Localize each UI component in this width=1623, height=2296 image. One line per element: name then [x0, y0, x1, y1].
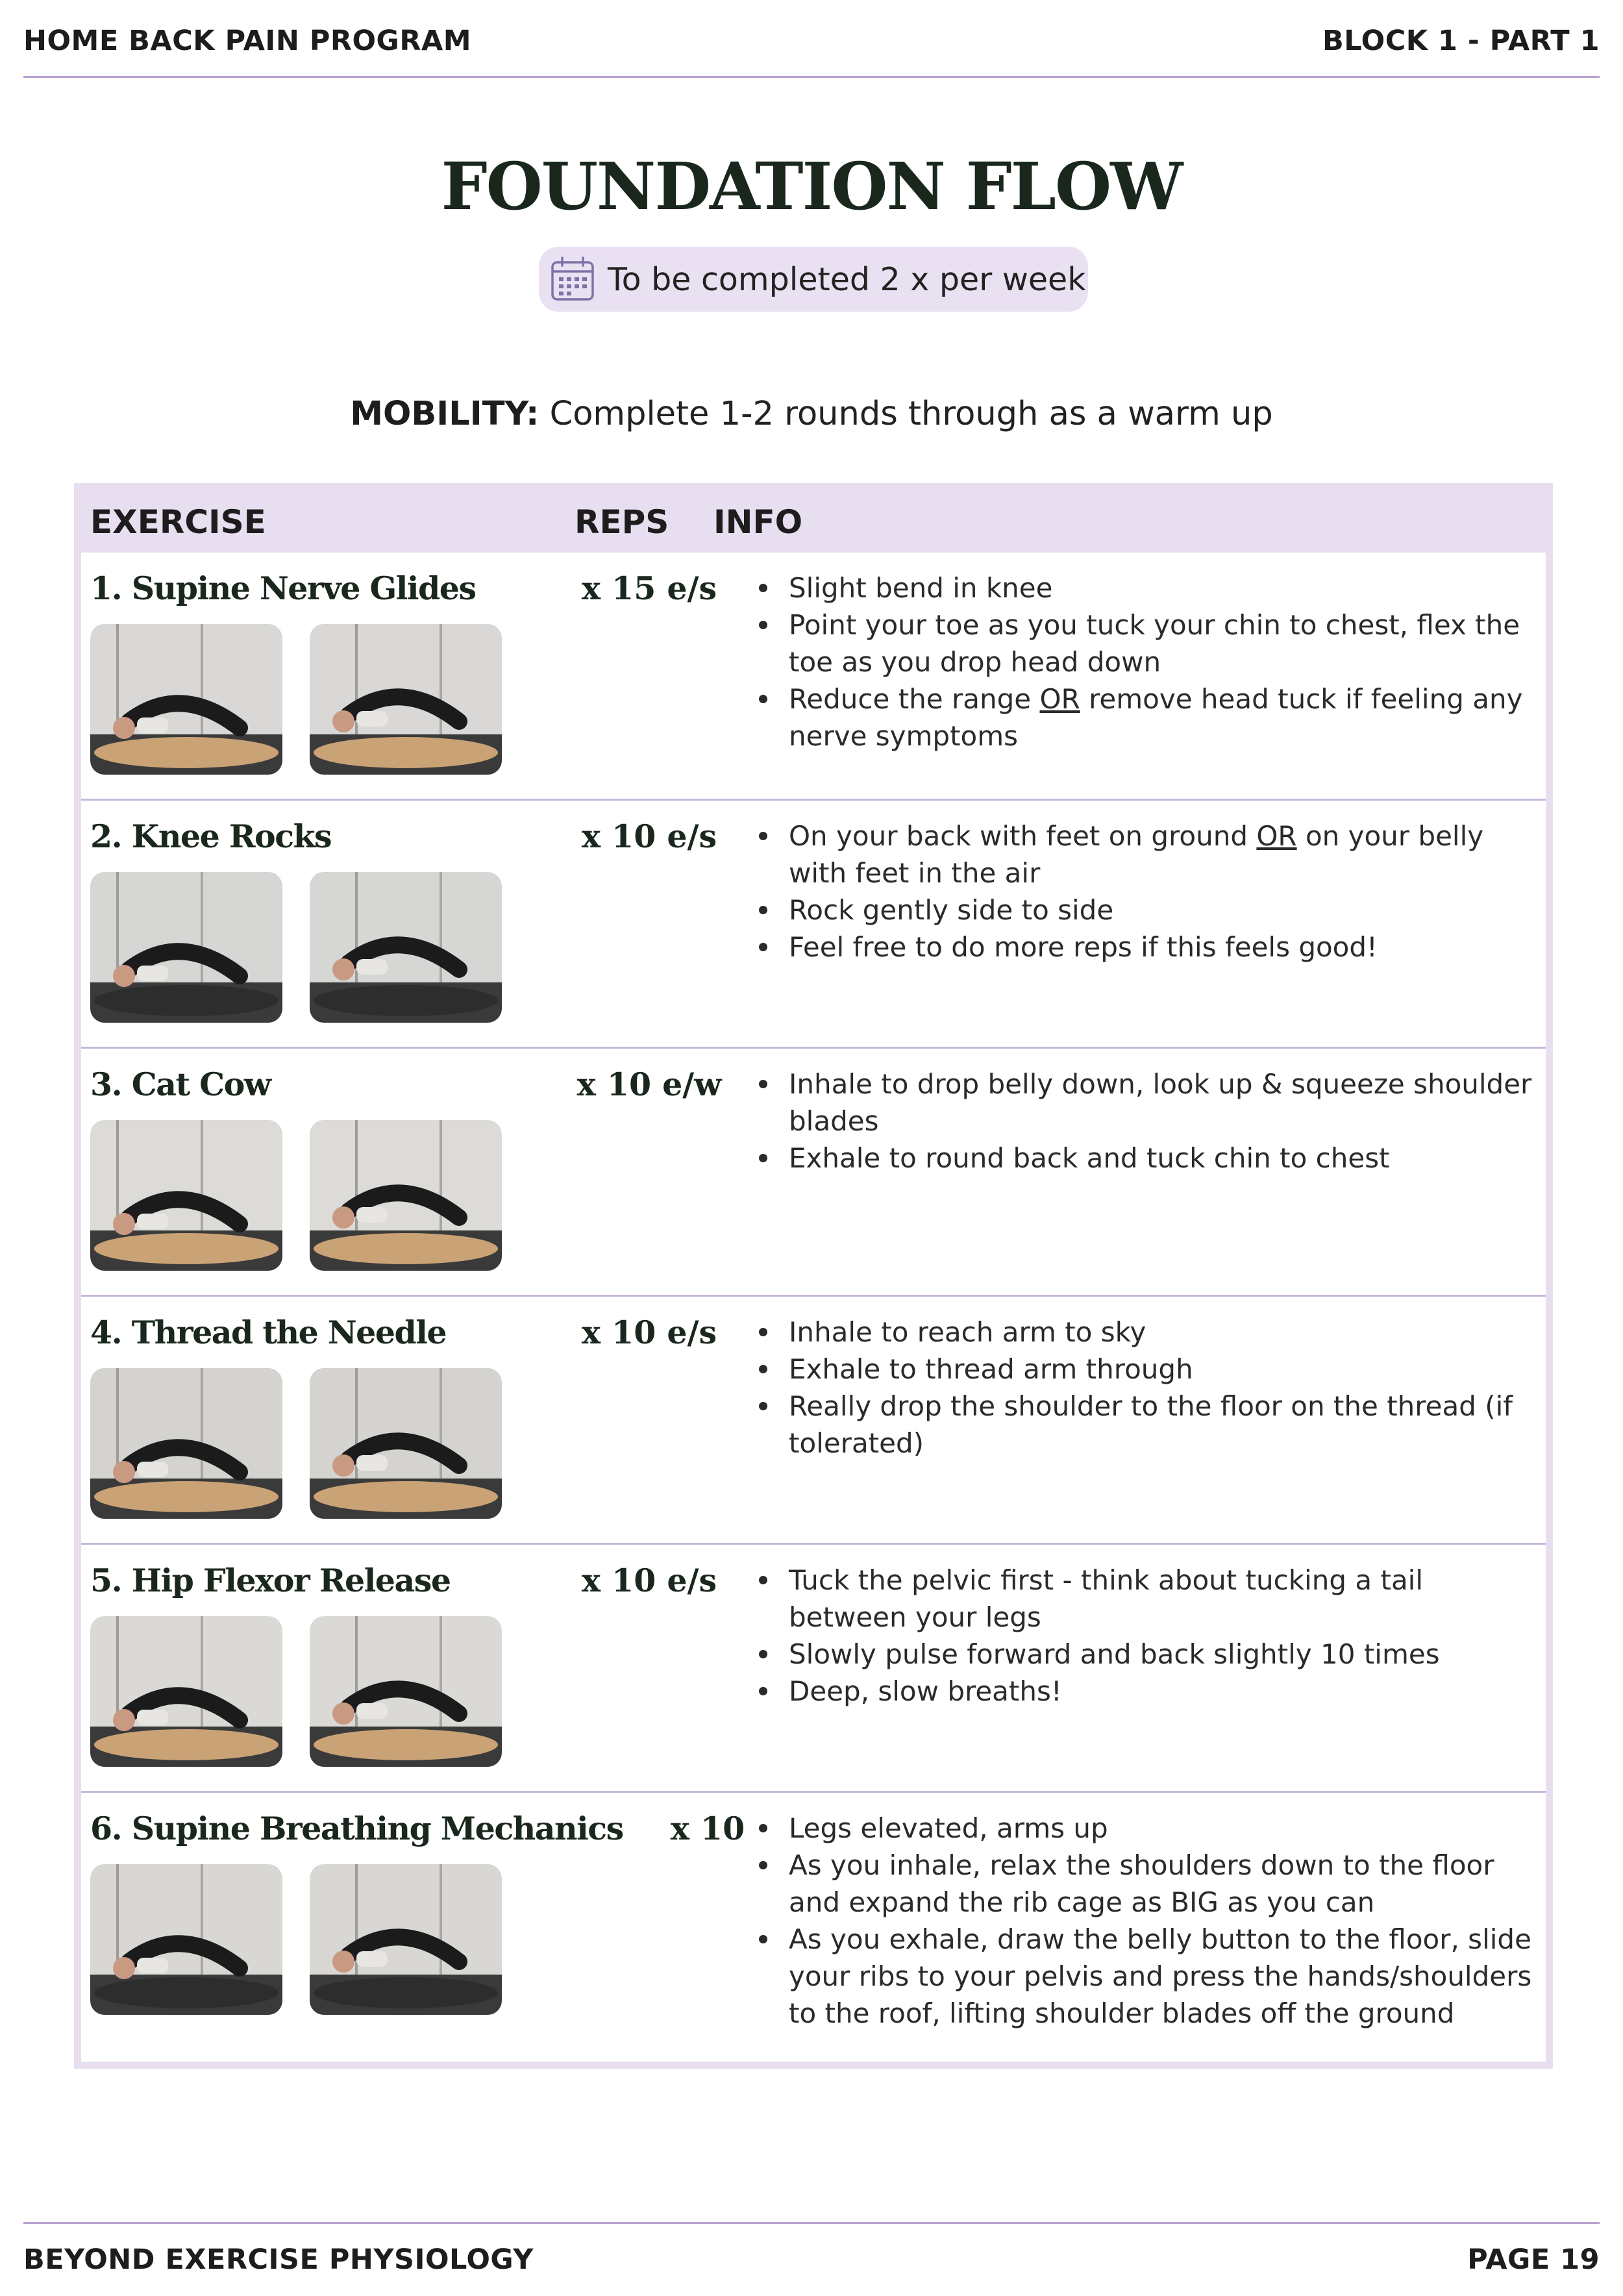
info-bullet: Deep, slow breaths!	[756, 1673, 1535, 1710]
exercise-reps: x 10 e/w	[576, 1066, 722, 1103]
table-row	[81, 801, 1546, 1049]
exercise-name: 5. Hip Flexor Release	[90, 1562, 451, 1599]
exercise-name: 6. Supine Breathing Mechanics	[90, 1810, 623, 1847]
exercise-photo	[310, 1864, 502, 2015]
info-bullet: Exhale to thread arm through	[756, 1351, 1535, 1388]
info-bullet: Inhale to drop belly down, look up & squeeze shoulder blades	[756, 1066, 1535, 1140]
info-bullet: Point your toe as you tuck your chin to chest, flex the toe as you drop head down	[756, 606, 1535, 680]
exercise-table	[74, 483, 1553, 2069]
info-bullet: Reduce the range OR remove head tuck if feeling any nerve symptoms	[756, 680, 1535, 755]
table-row	[81, 1049, 1546, 1297]
exercise-info-list	[756, 1562, 1535, 1710]
info-bullet: Slowly pulse forward and back slightly 10 times	[756, 1636, 1535, 1673]
block-label: BLOCK 1 - PART 1	[1322, 25, 1600, 57]
info-bullet: As you exhale, draw the belly button to the floor, slide your ribs to your pelvis and press the hands/shoulders to the roof, lifting shoulder blades off the ground	[756, 1921, 1535, 2032]
exercise-info-list	[756, 1314, 1535, 1462]
exercise-reps: x 15 e/s	[581, 569, 717, 607]
info-bullet: Rock gently side to side	[756, 892, 1535, 929]
frequency-text: To be completed 2 x per week	[608, 260, 1086, 298]
exercise-info-list	[756, 817, 1535, 966]
exercise-photo	[310, 1120, 502, 1271]
frequency-badge	[539, 247, 1088, 312]
exercise-photo	[310, 872, 502, 1023]
column-header-exercise: EXERCISE	[90, 503, 266, 541]
exercise-info-list	[756, 569, 1535, 755]
exercise-photo	[90, 1616, 282, 1767]
column-header-info: INFO	[713, 503, 803, 541]
page-number: PAGE 19	[1467, 2243, 1600, 2276]
info-bullet: On your back with feet on ground OR on your belly with feet in the air	[756, 817, 1535, 892]
column-header-reps: REPS	[575, 503, 669, 541]
exercise-photo	[310, 1368, 502, 1519]
exercise-reps: x 10 e/s	[581, 817, 717, 855]
page-footer	[23, 2222, 1600, 2276]
table-header	[81, 490, 1546, 553]
table-row	[81, 1545, 1546, 1793]
exercise-info-list	[756, 1810, 1535, 2032]
brand-name: BEYOND EXERCISE PHYSIOLOGY	[23, 2243, 534, 2276]
program-title: HOME BACK PAIN PROGRAM	[23, 25, 472, 57]
exercise-photo	[90, 872, 282, 1023]
mobility-text: Complete 1-2 rounds through as a warm up	[539, 395, 1273, 433]
page-header	[23, 25, 1600, 78]
info-bullet: Inhale to reach arm to sky	[756, 1314, 1535, 1351]
exercise-reps: x 10 e/s	[581, 1562, 717, 1599]
exercise-info-list	[756, 1066, 1535, 1177]
calendar-icon	[548, 255, 597, 304]
info-bullet: Legs elevated, arms up	[756, 1810, 1535, 1847]
info-bullet: Slight bend in knee	[756, 569, 1535, 606]
exercise-photo	[90, 1120, 282, 1271]
info-bullet: Really drop the shoulder to the floor on the thread (if tolerated)	[756, 1388, 1535, 1462]
exercise-photo	[90, 624, 282, 775]
exercise-name: 1. Supine Nerve Glides	[90, 569, 476, 607]
table-row	[81, 1793, 1546, 2062]
exercise-photo	[90, 1368, 282, 1519]
table-row	[81, 553, 1546, 801]
info-bullet: Feel free to do more reps if this feels good!	[756, 929, 1535, 966]
exercise-reps: x 10 e/s	[581, 1314, 717, 1351]
exercise-name: 3. Cat Cow	[90, 1066, 271, 1103]
exercise-photo	[310, 624, 502, 775]
mobility-instruction	[0, 395, 1623, 433]
table-row	[81, 1297, 1546, 1545]
info-bullet: Tuck the pelvic first - think about tucking a tail between your legs	[756, 1562, 1535, 1636]
exercise-photo	[90, 1864, 282, 2015]
info-bullet: As you inhale, relax the shoulders down to the floor and expand the rib cage as BIG as you can	[756, 1847, 1535, 1921]
exercise-name: 2. Knee Rocks	[90, 817, 332, 855]
info-bullet: Exhale to round back and tuck chin to chest	[756, 1140, 1535, 1177]
mobility-label: MOBILITY:	[350, 395, 539, 433]
page-title: FOUNDATION FLOW	[441, 148, 1182, 225]
exercise-reps: x 10	[670, 1810, 745, 1847]
exercise-name: 4. Thread the Needle	[90, 1314, 447, 1351]
exercise-photo	[310, 1616, 502, 1767]
